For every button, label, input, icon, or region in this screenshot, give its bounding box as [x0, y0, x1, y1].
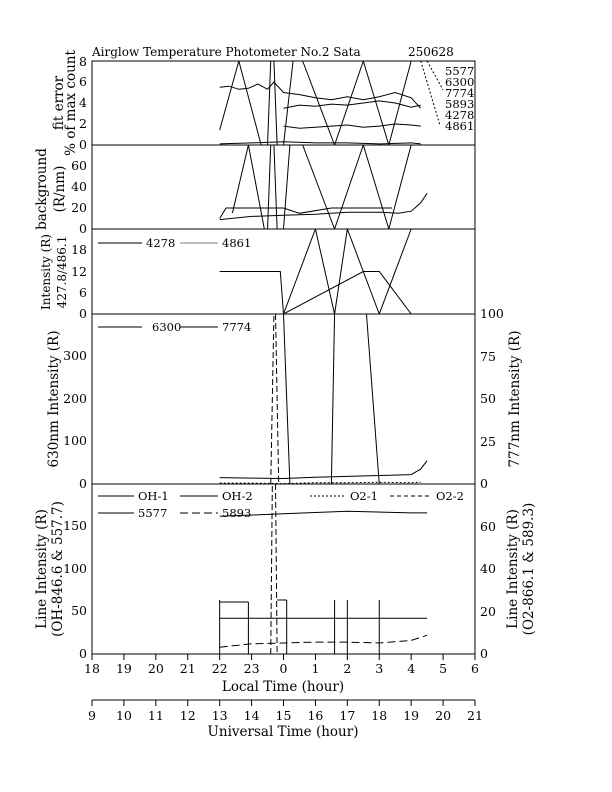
background-crossline — [363, 145, 389, 229]
intensity630-ylabel — [46, 331, 62, 468]
universal-time-tick-label: 9 — [88, 708, 96, 723]
background-ylabel-2 — [52, 166, 68, 213]
line-intensity-right-ylabel — [505, 509, 521, 629]
fit-error-label-4278: 4278 — [445, 108, 475, 122]
background-ytick: 60 — [71, 158, 87, 173]
local-time-tick-label: 23 — [243, 661, 260, 676]
fit-error-ytick: 0 — [79, 137, 87, 152]
legend-o22-label: O2-2 — [436, 489, 464, 503]
universal-time-axis — [88, 700, 483, 723]
universal-time-tick-label: 17 — [339, 708, 356, 723]
background-crossline — [232, 145, 248, 213]
legend-4861-label: 4861 — [222, 236, 252, 250]
intensity777-ytick: 50 — [480, 391, 496, 406]
intensity630-ytick: 100 — [63, 433, 87, 448]
background-spike — [268, 145, 271, 229]
universal-time-tick-label: 15 — [275, 708, 292, 723]
fit-error-ytick: 2 — [79, 116, 87, 131]
fit-error-ytick: 8 — [79, 54, 87, 69]
local-time-tick-label: 3 — [375, 661, 384, 676]
background-ytick: 20 — [71, 200, 87, 215]
local-time-tick-label: 4 — [407, 661, 416, 676]
line-intensity-right-ytick: 60 — [480, 519, 496, 534]
series-line-fit_error-7774 — [284, 124, 421, 128]
intensity777-ytick: 75 — [480, 349, 496, 364]
local-time-tick-label: 18 — [84, 661, 100, 676]
intensity48-ylabel-2 — [55, 236, 69, 309]
intensity48-ytick: 18 — [71, 242, 87, 257]
panel-fit-error-frame — [92, 61, 475, 145]
svg-text:Line Intensity (R): Line Intensity (R) — [505, 509, 521, 629]
local-time-tick-label: 0 — [279, 661, 288, 676]
intensity48-ylabel — [39, 234, 53, 310]
fit-error-ytick: 4 — [79, 95, 87, 110]
universal-time-tick-label: 12 — [179, 708, 196, 723]
intensity48-ytick: 12 — [71, 264, 87, 279]
intensity777-ytick: 100 — [480, 306, 504, 321]
line-intensity-spike — [271, 484, 273, 654]
intensity777-ytick: 0 — [480, 476, 488, 491]
series-line-intensity_630-7774 — [220, 482, 421, 483]
universal-time-tick-label: 21 — [467, 708, 483, 723]
local-time-tick-label: 22 — [211, 661, 228, 676]
universal-time-tick-label: 10 — [115, 708, 132, 723]
line-intensity-right-ytick: 0 — [480, 646, 488, 661]
intensity630-ytick: 300 — [63, 348, 87, 363]
panel-intensity-630-frame — [92, 314, 475, 484]
intensity48-crossline — [315, 229, 334, 314]
universal-time-tick-label: 13 — [211, 708, 228, 723]
local-time-tick-label: 20 — [147, 661, 164, 676]
intensity48-crossline — [335, 229, 348, 314]
line-intensity-ytick: 0 — [79, 646, 87, 661]
date-code: 250628 — [408, 45, 454, 59]
local-time-tick-label: 1 — [311, 661, 320, 676]
fit-error-ylabel-2 — [63, 50, 79, 156]
series-line-intensity_48-4278 — [220, 272, 421, 315]
series-line-intensity_630-6300 — [220, 461, 427, 479]
line-intensity-right-ytick: 20 — [480, 604, 496, 619]
svg-text:427.8/486.1: 427.8/486.1 — [55, 235, 69, 309]
fit-error-label-4861: 4861 — [445, 119, 475, 133]
universal-time-tick-label: 11 — [147, 708, 164, 723]
local-time-tick-label: 6 — [471, 661, 479, 676]
intensity630-spike — [271, 314, 274, 484]
local-time-axis — [84, 654, 479, 676]
background-ytick: 0 — [79, 221, 87, 236]
legend-oh1-label: OH-1 — [138, 489, 169, 503]
universal-time-tick-label: 19 — [403, 708, 420, 723]
local-time-label: Local Time (hour) — [221, 679, 345, 695]
line-intensity-right-ylabel-2 — [521, 503, 537, 636]
intensity48-crossline — [379, 229, 411, 314]
fit-error-crossline — [303, 61, 335, 145]
plot-data-layer — [220, 61, 443, 654]
local-time-tick-label: 5 — [439, 661, 448, 676]
background-crossline — [303, 145, 335, 229]
intensity630-spike — [284, 314, 290, 484]
intensity630-spike — [366, 314, 379, 484]
intensity630-spike — [276, 314, 279, 484]
background-ytick: 40 — [71, 179, 87, 194]
line-intensity-ytick: 50 — [71, 603, 87, 618]
svg-text:(R/nm): (R/nm) — [52, 165, 68, 213]
intensity48-crossline — [284, 229, 316, 314]
fit-error-spike — [274, 61, 277, 145]
universal-time-tick-label: 20 — [435, 708, 452, 723]
fit-error-label-5577: 5577 — [445, 64, 475, 78]
line-intensity-spike — [276, 484, 278, 654]
legend-5577-label: 5577 — [138, 506, 168, 520]
fit-error-crossline — [335, 61, 364, 145]
svg-text:background: background — [34, 148, 50, 230]
fit-error-label-6300: 6300 — [445, 75, 475, 89]
fit-error-spike — [268, 61, 271, 145]
intensity630-spike — [331, 314, 334, 484]
svg-text:Intensity (R): Intensity (R) — [39, 234, 53, 310]
line-intensity-ytick: 100 — [63, 561, 87, 576]
legend-5893-label: 5893 — [222, 506, 252, 520]
background-crossline — [389, 145, 411, 229]
universal-time-tick-label: 18 — [371, 708, 388, 723]
universal-time-tick-label: 14 — [243, 708, 260, 723]
local-time-tick-label: 21 — [179, 661, 196, 676]
local-time-tick-label: 2 — [343, 661, 352, 676]
svg-text:777nm Intensity (R): 777nm Intensity (R) — [507, 330, 523, 468]
universal-time-label: Universal Time (hour) — [207, 724, 359, 740]
line-intensity-ytick: 150 — [63, 518, 87, 533]
intensity777-ytick: 25 — [480, 434, 496, 449]
legend-o21-label: O2-1 — [350, 489, 378, 503]
fit-error-label-7774: 7774 — [445, 86, 475, 100]
universal-time-tick-label: 16 — [307, 708, 324, 723]
fit-error-label-5893: 5893 — [445, 97, 475, 111]
fit-error-dotted — [421, 61, 440, 125]
intensity630-ytick: 0 — [79, 476, 87, 491]
series-line-fit_error-4861 — [220, 142, 421, 144]
panel-background-frame — [92, 145, 475, 229]
legend-4278-label: 4278 — [146, 236, 176, 250]
svg-text:(OH-846.6 & 557.7): (OH-846.6 & 557.7) — [50, 501, 66, 637]
fit-error-crossline — [220, 61, 239, 130]
intensity48-ytick: 6 — [79, 285, 87, 300]
background-ylabel — [34, 148, 50, 230]
svg-text:(O2-866.1 & 589.3): (O2-866.1 & 589.3) — [521, 502, 537, 636]
background-spike — [284, 145, 290, 229]
series-line-background-background — [220, 193, 427, 219]
legend-oh2-label: OH-2 — [222, 489, 253, 503]
svg-text:fit error: fit error — [51, 75, 67, 131]
background-crossline — [335, 145, 364, 229]
legend-7774-label: 7774 — [222, 320, 252, 334]
legend-6300-label: 6300 — [152, 320, 182, 334]
line-intensity-right-ytick: 40 — [480, 561, 496, 576]
fit-error-ytick: 6 — [79, 74, 87, 89]
svg-text:% of max count: % of max count — [63, 50, 79, 156]
series-line-line_intensity-5893 — [220, 635, 427, 647]
line-intensity-ylabel — [34, 509, 50, 629]
svg-text:630nm Intensity (R): 630nm Intensity (R) — [46, 330, 62, 468]
intensity48-ytick: 0 — [79, 306, 87, 321]
fit-error-spike — [284, 61, 294, 145]
chart-title: Airglow Temperature Photometer No.2 Sata — [92, 45, 361, 59]
intensity630-ytick: 200 — [63, 391, 87, 406]
fit-error-dotted — [427, 61, 443, 90]
background-spike — [274, 145, 277, 229]
svg-text:Line Intensity (R): Line Intensity (R) — [34, 509, 50, 629]
intensity777-ylabel — [507, 331, 523, 468]
local-time-tick-label: 19 — [115, 661, 132, 676]
fit-error-crossline — [239, 61, 261, 145]
